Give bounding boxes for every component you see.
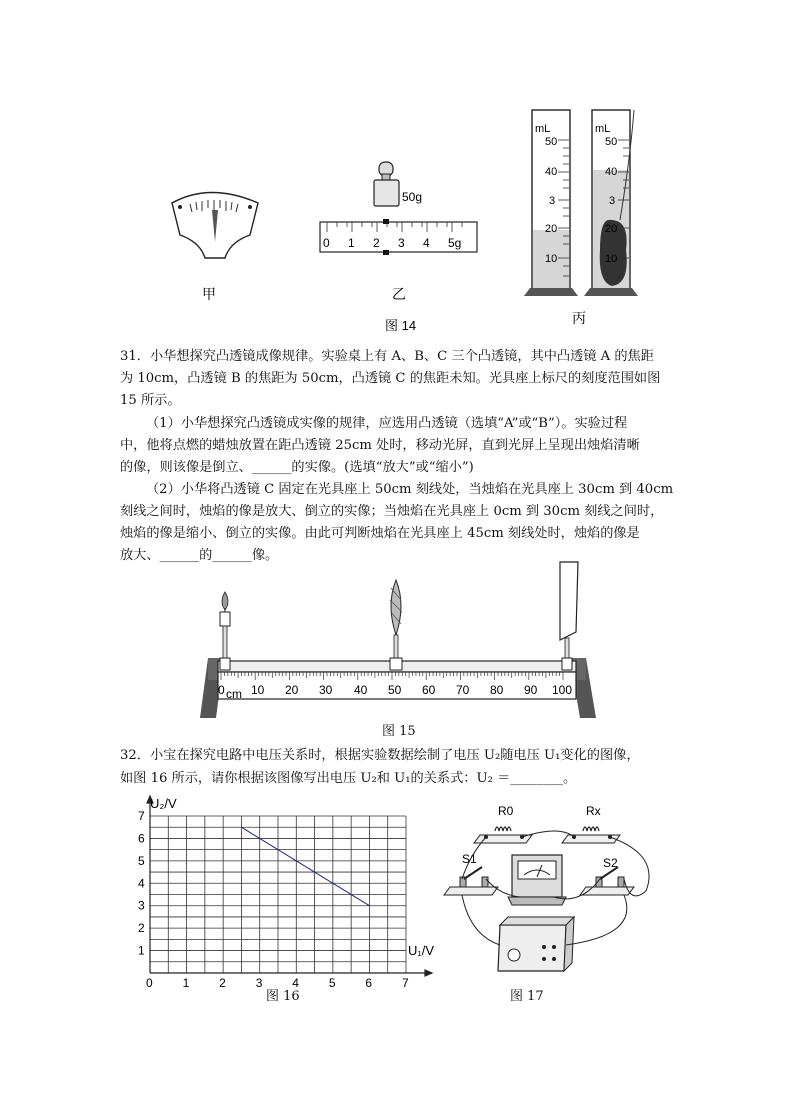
cyl-left-tick-50: 50 [545, 136, 558, 148]
y-tick-label: 2 [138, 921, 145, 936]
q31-line-1: 31．小华想探究凸透镜成像规律。实验桌上有 A、B、C 三个凸透镜，其中凸透镜 A 的焦距 [120, 349, 654, 364]
scale-tick-0: 0 [323, 236, 330, 250]
bench-tick-20: 20 [285, 683, 299, 697]
q31-line-2: 为 10cm，凸透镜 B 的焦距为 50cm，凸透镜 C 的焦距未知。光具座上标尺的刻度范围如图 [120, 371, 661, 386]
bench-tick-50: 50 [388, 683, 402, 697]
bench-tick-30: 30 [319, 683, 333, 697]
weight-label: 50g [402, 190, 423, 204]
x-tick-label: 2 [219, 976, 226, 990]
switch-s1 [444, 867, 498, 895]
cyl-left-tick-10: 10 [545, 253, 558, 265]
q31-line-5: 中，他将点燃的蜡烛放置在距凸透镜 25cm 处时，移动光屏，直到光屏上呈现出烛焰清晰 [120, 438, 640, 453]
label-yi: 乙 [392, 286, 406, 302]
bench-tick-10: 10 [251, 683, 265, 697]
q31-line-10: 放大、______的______像。 [120, 548, 279, 563]
candle [220, 592, 230, 670]
y-tick-label: 6 [138, 831, 145, 846]
y-tick-label: 4 [138, 876, 145, 891]
bench-tick-80: 80 [490, 683, 504, 697]
q31-line-3: 15 所示。 [120, 393, 181, 408]
s2-label: S2 [603, 856, 618, 870]
bench-tick-100: 100 [552, 683, 573, 697]
cyl-right-tick-40: 40 [605, 166, 618, 178]
y-axis-label: U₂/V [150, 796, 177, 811]
figure-17-circuit [440, 795, 670, 985]
x-tick-label: 0 [146, 976, 153, 990]
u2-vs-u1-line [241, 827, 369, 906]
convex-lens [390, 580, 402, 670]
y-tick-label: 1 [138, 943, 145, 958]
x-tick-label: 1 [182, 976, 190, 990]
label-jia: 甲 [202, 286, 216, 302]
x-tick-label: 7 [402, 976, 409, 990]
fig16-caption: 图 16 [266, 989, 300, 1004]
x-tick-label: 5 [328, 976, 336, 990]
cyl-right-tick-20: 20 [605, 223, 618, 235]
bench-unit: cm [226, 687, 242, 701]
fig14-caption: 图 14 [385, 318, 417, 333]
cyl-left-tick-20: 20 [545, 223, 558, 235]
scale-meter-jia [172, 193, 258, 259]
s1-label: S1 [462, 852, 477, 866]
fig15-caption: 图 15 [382, 724, 416, 739]
cyl-right-tick-30: 3 [609, 195, 616, 207]
cyl-right-unit: mL [595, 123, 611, 135]
light-screen [560, 562, 578, 670]
q31-line-6: 的像，则该像是倒立、______的实像。(选填“放大”或“缩小”) [120, 460, 474, 475]
cyl-left-unit: mL [535, 123, 551, 135]
cyl-right-tick-50: 50 [605, 136, 618, 148]
y-tick-label: 3 [138, 898, 145, 913]
bench-tick-70: 70 [456, 683, 470, 697]
scale-tick-2: 2 [373, 236, 380, 250]
x-axis-label: U₁/V [408, 943, 435, 958]
scale-tick-1: 1 [348, 236, 355, 250]
y-tick-label: 5 [138, 853, 145, 868]
x-tick-label: 3 [255, 976, 263, 990]
fig17-caption: 图 17 [510, 989, 544, 1004]
bench-tick-90: 90 [524, 683, 538, 697]
q32-line-1: 32．小宝在探究电路中电压关系时，根据实验数据绘制了电压 U₂随电压 U₁变化的图像， [120, 748, 640, 763]
bench-tick-40: 40 [354, 683, 368, 697]
bench-tick-0: 0 [218, 683, 225, 697]
bench-tick-60: 60 [422, 683, 436, 697]
scale-tick-3: 3 [398, 236, 405, 250]
q32-line-2: 如图 16 所示，请你根据该图像写出电压 U₂和 U₁的关系式：U₂ ＝________。 [120, 771, 577, 786]
r0-label: R0 [498, 804, 514, 818]
x-tick-label: 6 [365, 976, 373, 990]
q31-line-7: （2）小华将凸透镜 C 固定在光具座上 50cm 刻线处，当烛焰在光具座上 30cm 到 40cm [146, 482, 674, 497]
rx-label: Rx [586, 804, 601, 818]
q31-line-9: 烛焰的像是缩小、倒立的实像。由此可判断烛焰在光具座上 45cm 刻线处时，烛焰的像是 [120, 526, 640, 541]
scale-tick-4: 4 [423, 236, 430, 250]
figure-14 [160, 100, 650, 340]
label-bing: 丙 [572, 310, 586, 326]
scale-tick-5: 5g [448, 236, 462, 250]
figure-16-graph [130, 790, 450, 1010]
cyl-left-tick-40: 40 [545, 166, 558, 178]
q31-line-8: 刻线之间时，烛焰的像是放大、倒立的实像；当烛焰在光具座上 0cm 到 30cm 刻线之间时， [120, 504, 664, 519]
power-supply [498, 917, 574, 971]
cyl-right-tick-10: 10 [605, 253, 618, 265]
cyl-left-tick-30: 3 [549, 195, 556, 207]
figure-15-optical-bench [190, 560, 610, 745]
x-axis-arrow [425, 970, 432, 976]
y-tick-label: 7 [138, 809, 145, 823]
x-tick-label: 4 [292, 976, 299, 990]
q31-line-4: （1）小华想探究凸透镜成实像的规律，应选用凸透镜（选填“A”或“B”）。实验过程 [146, 416, 628, 431]
